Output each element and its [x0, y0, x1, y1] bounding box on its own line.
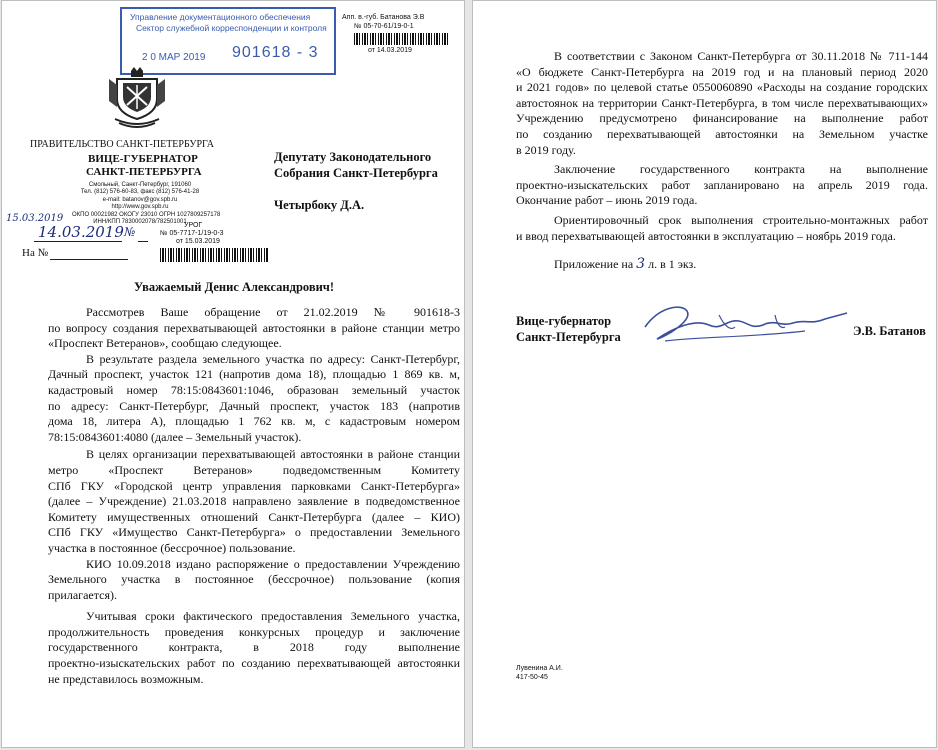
paragraph	[48, 305, 460, 352]
text-line: проектно-изыскательских работ по созданию перехватывающей автостоянки	[48, 656, 460, 671]
paragraph	[48, 447, 460, 556]
outgoing-registration	[160, 222, 268, 262]
recipient-name: Четырбоку Д.А.	[274, 198, 365, 212]
coat-of-arms-emblem	[105, 65, 169, 131]
government-title: ПРАВИТЕЛЬСТВО САНКТ-ПЕТЕРБУРГА	[30, 139, 214, 150]
outgoing-barcode	[160, 248, 268, 262]
contact-line: ИНН/КПП 7830002078/782501001	[93, 219, 187, 226]
text-line: Ориентировочный срок выполнения строительно-монтажных работ	[554, 212, 928, 227]
text-line: по адресу: Санкт-Петербург, Дачный проспект, участок 183 (напротив	[48, 398, 460, 413]
signer-title-line-1: Вице-губернатор	[516, 314, 612, 328]
stamp-line-2: Сектор служебной корреспонденции и контроля	[136, 23, 327, 33]
paragraph	[48, 352, 460, 446]
text-line: в 2019 году.	[516, 142, 576, 157]
number-underline	[138, 241, 148, 242]
outgoing-number: № 05-7717-1/19-0-3	[160, 230, 224, 237]
handwritten-date-small: 15.03.2019	[6, 213, 64, 224]
text-line: КИО 10.09.2018 издано распоряжение о предоставлении Учреждению	[86, 556, 460, 571]
contacts-block	[72, 182, 221, 226]
contact-line: http://www.gov.spb.ru	[111, 204, 169, 211]
registration-note	[342, 13, 450, 55]
text-line: проектно-изыскательских работ запланировано на апрель 2019 года.	[516, 177, 928, 192]
contact-line: ОКПО 00021982 ОКОГУ 23010 ОГРН 1027809257178	[72, 211, 221, 218]
text-line: метро «Проспект Ветеранов» подведомственным Комитету	[48, 462, 460, 477]
stamp-number: 901618 - 3	[232, 44, 319, 61]
text-line: Рассмотрев Ваше обращение от 21.02.2019 № 901618-3	[86, 305, 460, 319]
salutation: Уважаемый Денис Александрович!	[134, 280, 334, 294]
text-line: по вопросу создания перехватывающей автостоянки в районе станции метро	[48, 320, 460, 335]
text-line: кадастровый номер 78:15:0843601:1046, образован земельный участок	[48, 382, 460, 397]
contact-line: Смольный, Санкт-Петербург, 191060	[88, 182, 192, 188]
executor-name: Лувенина А.И.	[516, 665, 563, 672]
handwritten-date: 14.03.2019	[38, 223, 124, 241]
text-line: по созданию перехватывающей автостоянки на Земельном участке	[516, 126, 928, 141]
text-line: и 2021 годов» по целевой статье 0550060890 «Расходы на создание городских	[516, 80, 928, 95]
attachment-text-after: л. в 1 экз.	[645, 257, 697, 271]
text-line: (далее – Учреждение) 21.03.2018 направлено заявление в подведомственное	[48, 494, 460, 509]
paragraph	[516, 49, 928, 158]
attachment-sheet-count: 3	[636, 256, 646, 272]
outgoing-date: от 15.03.2019	[176, 238, 220, 245]
text-line: «Проспект Ветеранов», сообщаю следующее.	[48, 336, 282, 351]
stamp-line-1: Управление документационного обеспечения	[130, 12, 311, 22]
text-line: В результате раздела земельного участка по адресу: Санкт-Петербург,	[86, 351, 460, 366]
recipient-line-2: Собрания Санкт-Петербурга	[274, 166, 438, 180]
stamp-date: 2 0 МАР 2019	[142, 52, 206, 63]
text-line: Окончание работ – июнь 2019 года.	[516, 193, 698, 208]
text-line: Учреждению предусмотрено финансирование на выполнение работ	[516, 111, 928, 126]
on-number-label: На №	[22, 247, 49, 259]
executor-phone: 417-50-45	[516, 674, 548, 681]
date-underline	[34, 241, 122, 242]
registration-barcode	[354, 33, 450, 45]
text-line: «О бюджете Санкт-Петербурга на 2019 год и на плановый период 2020	[516, 64, 928, 79]
text-line: 78:15:0843601:4080 (далее – Земельный участок).	[48, 429, 302, 444]
text-line: прилагается).	[48, 587, 117, 602]
body-text	[48, 305, 460, 687]
position-title-line-2: САНКТ-ПЕТЕРБУРГА	[86, 166, 202, 178]
text-line: Заключение государственного контракта на выполнение	[554, 162, 928, 177]
handwritten-number-sign: №	[124, 225, 136, 239]
body-text	[516, 49, 928, 244]
position-title-line-1: ВИЦЕ-ГУБЕРНАТОР	[88, 153, 198, 165]
text-line: Дачный проспект, участок 121 (напротив дома 18), площадью 1 869 кв. м,	[48, 367, 460, 382]
signer-title-line-2: Санкт-Петербурга	[516, 330, 621, 344]
text-line: В целях организации перехватывающей автостоянки в районе станции	[86, 447, 460, 462]
registration-line-1: Апп. в.-губ. Батанова Э.В	[342, 14, 425, 21]
contact-line: e-mail: batanov@gov.spb.ru	[102, 196, 178, 203]
text-line: СПб ГКУ «Имущество Санкт-Петербурга» о предоставлении Земельного	[48, 525, 460, 540]
text-line: Учитывая сроки фактического предоставления Земельного участка,	[86, 609, 460, 624]
letter-page-1	[1, 0, 465, 748]
contact-line: Тел. (812) 576-60-83, факс (812) 576-41-28	[80, 189, 200, 196]
text-line: участка в постоянное (бессрочное) пользование.	[48, 540, 296, 555]
text-line: СПб ГКУ «Городской центр управления парковками Санкт-Петербурга»	[48, 478, 460, 493]
paragraph	[48, 557, 460, 604]
text-line: автостоянок на территории Санкт-Петербурга, в том числе перехватывающих»	[516, 95, 928, 110]
paragraph	[516, 213, 928, 244]
letter-page-2	[472, 0, 937, 748]
text-line: государственного контракта, в 2018 году выполнение	[48, 640, 460, 655]
text-line: не представилось возможным.	[48, 671, 204, 686]
attachment-text-before: Приложение на	[554, 257, 637, 271]
text-line: дома 18, литера А), площадью 1 762 кв. м, с кадастровым номером	[48, 414, 460, 429]
handwritten-signature	[635, 297, 855, 349]
text-line: Земельного участка в постоянное (бессрочное) пользование (копия	[48, 572, 460, 587]
on-number-underline	[50, 259, 128, 260]
text-line: Комитету имущественных отношений Санкт-Петербурга (далее – КИО)	[48, 509, 460, 524]
outgoing-label: УРОГ	[184, 222, 203, 229]
registration-line-3: от 14.03.2019	[368, 47, 412, 54]
recipient-line-1: Депутату Законодательного	[274, 150, 432, 164]
text-line: и ввод перехватывающей автостоянки в эксплуатацию – ноябрь 2019 года.	[516, 228, 896, 243]
attachment-line	[554, 256, 696, 272]
text-line: продолжительность проведения конкурсных процедур и заключение	[48, 624, 460, 639]
registration-line-2: № 05-70-61/19-0-1	[354, 23, 414, 30]
executor-info	[516, 664, 563, 682]
paragraph	[516, 162, 928, 209]
signer-name: Э.В. Батанов	[853, 324, 926, 338]
paragraph	[48, 609, 460, 687]
text-line: В соответствии с Законом Санкт-Петербурга от 30.11.2018 № 711-144	[554, 49, 928, 63]
